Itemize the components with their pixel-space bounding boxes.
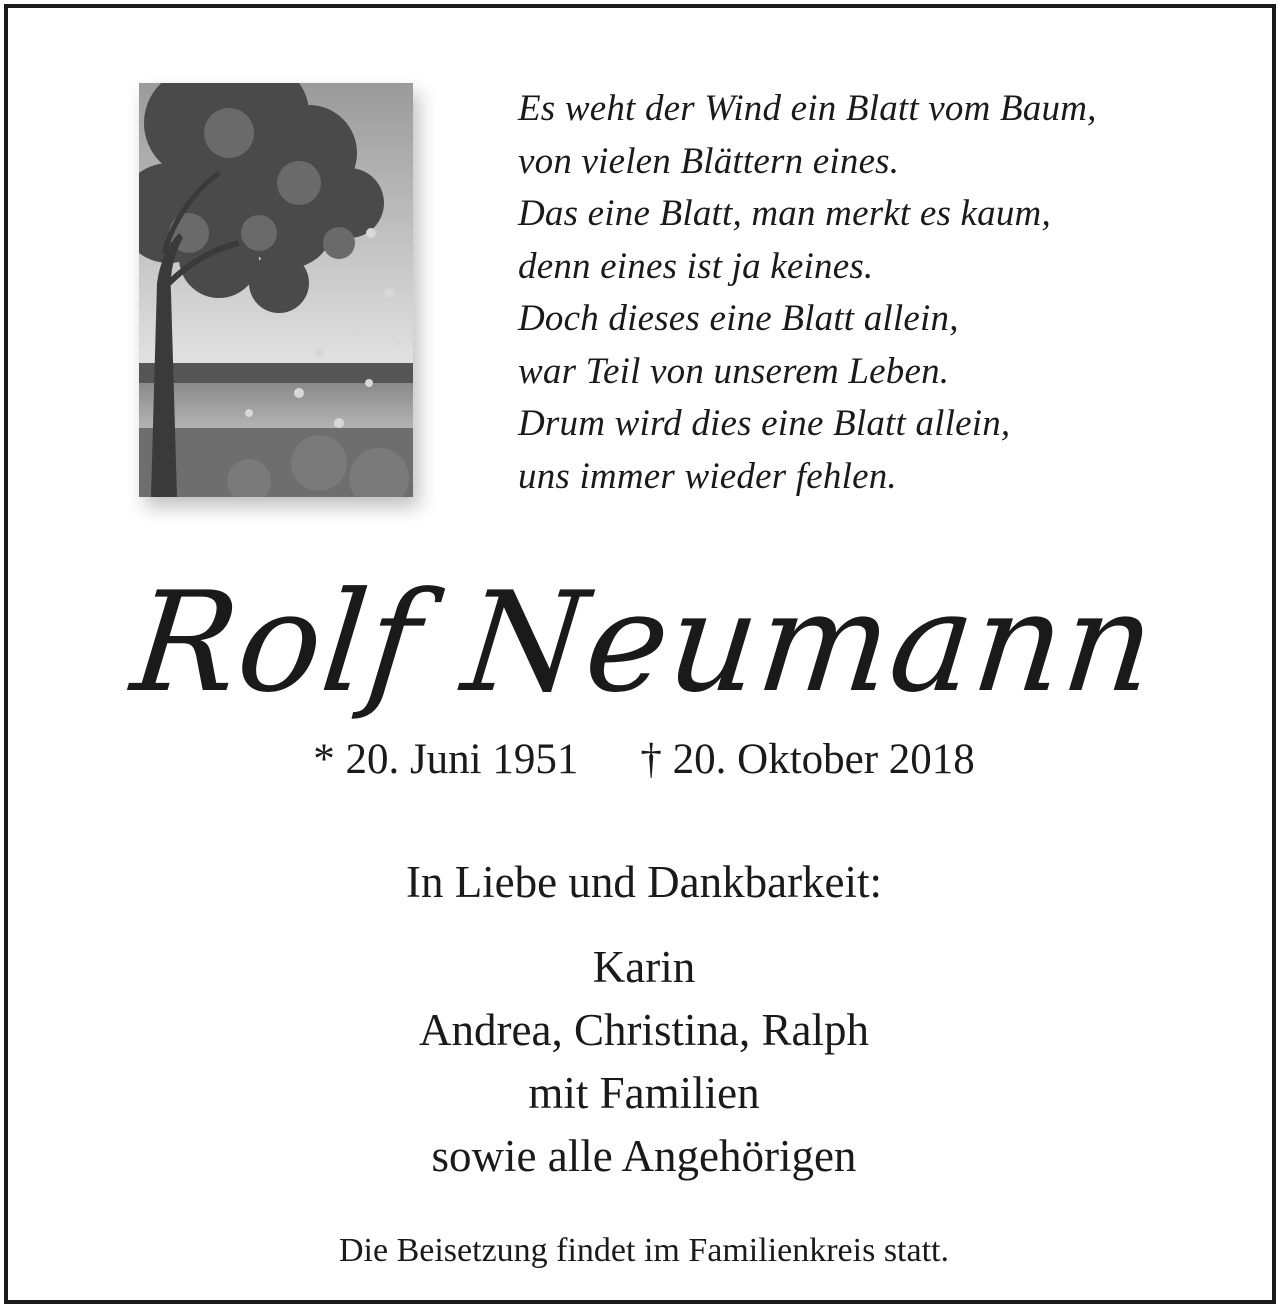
- birth-date: * 20. Juni 1951: [313, 736, 579, 783]
- life-dates: [8, 732, 1280, 788]
- mourner-line: Andrea, Christina, Ralph: [419, 1005, 869, 1055]
- deceased-name: Rolf Neumann: [125, 562, 1163, 723]
- autumn-tree-photo: [139, 83, 413, 497]
- poem-line: Es weht der Wind ein Blatt vom Baum,: [518, 88, 1097, 129]
- poem-line: von vielen Blättern eines.: [518, 140, 900, 182]
- mourners-list: [8, 936, 1280, 1188]
- poem-line: uns immer wieder fehlen.: [518, 455, 897, 497]
- poem-line: Drum wird dies eine Blatt allein,: [518, 403, 1011, 444]
- death-date: † 20. Oktober 2018: [640, 736, 975, 783]
- burial-note: Die Beisetzung findet im Familienkreis statt.: [339, 1232, 949, 1269]
- poem-line: war Teil von unserem Leben.: [518, 350, 950, 392]
- poem-line: Das eine Blatt, man merkt es kaum,: [518, 193, 1051, 234]
- mourner-line: Karin: [592, 942, 696, 992]
- poem-line: denn eines ist ja keines.: [518, 245, 874, 287]
- poem-line: Doch dieses eine Blatt allein,: [518, 298, 959, 339]
- mourner-line: sowie alle Angehörigen: [431, 1131, 857, 1181]
- mourner-line: mit Familien: [528, 1068, 760, 1118]
- mourners-intro: In Liebe und Dankbarkeit:: [405, 857, 883, 907]
- poem: [518, 83, 1238, 503]
- obituary-frame: [4, 4, 1276, 1304]
